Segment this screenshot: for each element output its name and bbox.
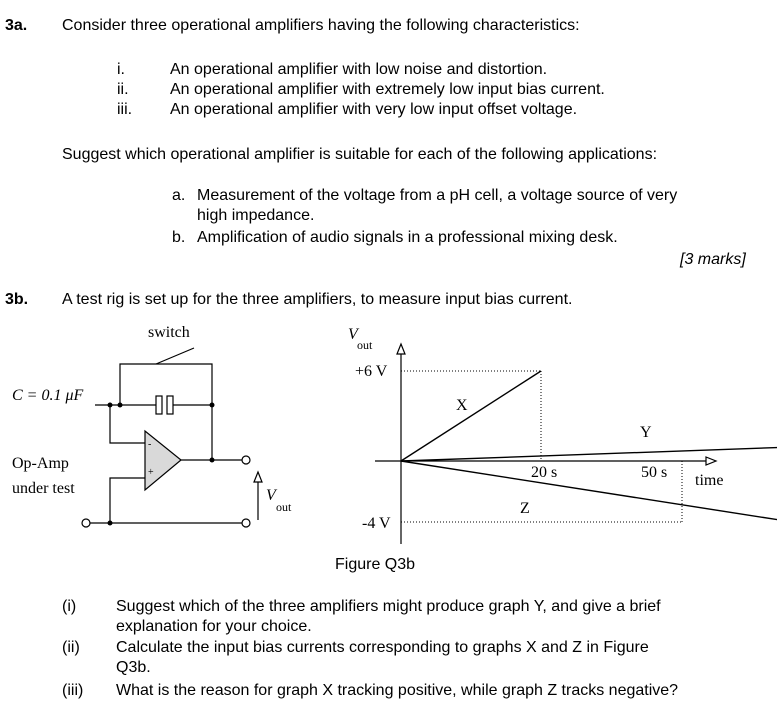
switch-label: switch bbox=[148, 324, 190, 341]
graph-tick-20s: 20 s bbox=[531, 464, 558, 481]
question-text-iii-line1: What is the reason for graph X tracking positive, while graph Z tracks negative? bbox=[116, 682, 679, 699]
question-num-i: (i) bbox=[62, 598, 77, 615]
vout-graph bbox=[375, 344, 777, 544]
graph-y-max-label: +6 V bbox=[355, 363, 388, 380]
item-text-i: An operational amplifier with low noise and distortion. bbox=[170, 61, 548, 78]
question-3b-label: 3b. bbox=[5, 291, 29, 308]
test-circuit bbox=[82, 348, 262, 527]
question-3a-label: 3a. bbox=[5, 17, 28, 34]
app-num-a: a. bbox=[172, 187, 186, 204]
node-dot bbox=[118, 403, 123, 408]
circuit-vout-subscript: out bbox=[276, 500, 292, 514]
question-num-iii: (iii) bbox=[62, 682, 84, 699]
ground-terminal-right bbox=[242, 519, 250, 527]
switch-blade bbox=[156, 348, 194, 364]
graph-line-x-label: X bbox=[456, 397, 468, 414]
graph-line-z-label: Z bbox=[520, 500, 530, 517]
question-3a-intro: Consider three operational amplifiers having the following characteristics: bbox=[62, 17, 580, 34]
opamp-plus-sign: + bbox=[148, 467, 154, 478]
app-text-b-line1: Amplification of audio signals in a professional mixing desk. bbox=[197, 229, 618, 246]
question-text-i-line1: Suggest which of the three amplifiers might produce graph Y, and give a brief bbox=[116, 598, 661, 615]
item-num-i: i. bbox=[117, 61, 125, 78]
circuit-vout-label: V bbox=[266, 487, 276, 504]
feedback-input-wire bbox=[110, 405, 145, 443]
noninverting-wire bbox=[110, 478, 145, 523]
item-text-ii: An operational amplifier with extremely low input bias current. bbox=[170, 81, 605, 98]
item-num-ii: ii. bbox=[117, 81, 129, 98]
graph-x-arrow bbox=[706, 457, 716, 465]
node-dot bbox=[108, 403, 113, 408]
graph-line-y-label: Y bbox=[640, 424, 652, 441]
graph-line-z bbox=[401, 461, 777, 521]
ground-terminal-left bbox=[82, 519, 90, 527]
graph-y-arrow bbox=[397, 344, 405, 354]
output-terminal bbox=[242, 456, 250, 464]
question-text-ii-line1: Calculate the input bias currents corresponding to graphs X and Z in Figure bbox=[116, 639, 649, 656]
opamp-label-line1: Op-Amp bbox=[12, 455, 69, 472]
node-dot bbox=[108, 521, 113, 526]
question-3a-suggest: Suggest which operational amplifier is suitable for each of the following applications: bbox=[62, 146, 658, 163]
graph-tick-50s: 50 s bbox=[641, 464, 668, 481]
vout-arrow-head bbox=[254, 472, 262, 482]
switch-loop-wire bbox=[120, 364, 212, 405]
graph-y-min-label: -4 V bbox=[362, 515, 391, 532]
node-dot bbox=[210, 403, 215, 408]
item-text-iii: An operational amplifier with very low input offset voltage. bbox=[170, 101, 578, 118]
figure-q3b bbox=[0, 315, 777, 580]
capacitor-plate-left bbox=[156, 396, 162, 414]
item-num-iii: iii. bbox=[117, 101, 133, 118]
marks-label: [3 marks] bbox=[680, 251, 746, 268]
opamp-minus-sign: - bbox=[148, 439, 152, 450]
opamp-label-line2: under test bbox=[12, 480, 75, 497]
graph-x-axis-label: time bbox=[695, 472, 724, 489]
question-num-ii: (ii) bbox=[62, 639, 80, 656]
app-num-b: b. bbox=[172, 229, 186, 246]
node-dot bbox=[210, 458, 215, 463]
app-text-a-line1: Measurement of the voltage from a pH cell, a voltage source of very bbox=[197, 187, 678, 204]
question-text-i-line2: explanation for your choice. bbox=[116, 618, 312, 635]
question-3b-intro: A test rig is set up for the three amplifiers, to measure input bias current. bbox=[62, 291, 573, 308]
graph-line-y bbox=[401, 446, 777, 461]
graph-axis-label: V bbox=[348, 326, 358, 343]
capacitor-plate-right bbox=[167, 396, 173, 414]
figure-caption: Figure Q3b bbox=[335, 556, 416, 573]
graph-line-x bbox=[401, 371, 541, 461]
app-text-a-line2: high impedance. bbox=[197, 207, 315, 224]
graph-axis-label-subscript: out bbox=[357, 338, 373, 352]
question-text-ii-line2: Q3b. bbox=[116, 659, 151, 676]
capacitor-label: C = 0.1 μF bbox=[12, 387, 84, 404]
